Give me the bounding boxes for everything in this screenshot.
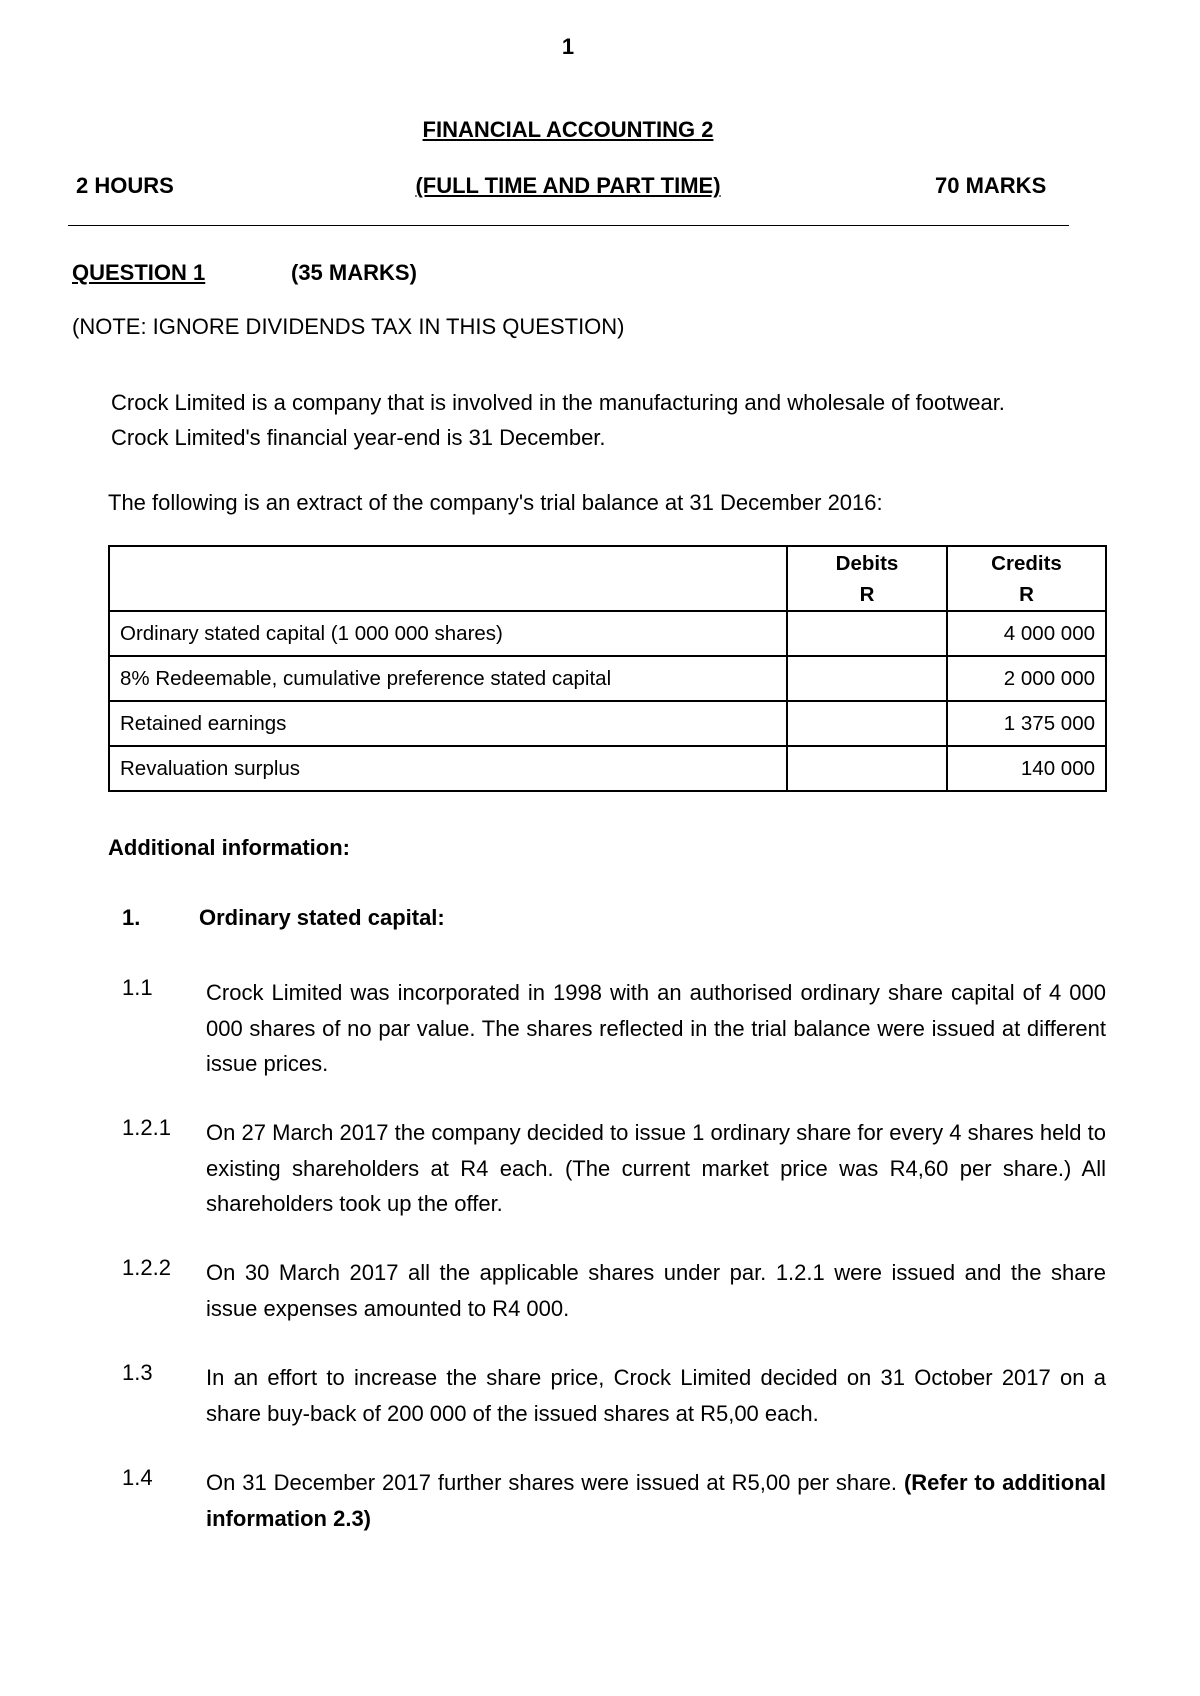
exam-title: FINANCIAL ACCOUNTING 2 bbox=[422, 117, 714, 142]
row-credit: 2 000 000 bbox=[947, 656, 1106, 701]
row-credit: 4 000 000 bbox=[947, 611, 1106, 656]
item-text: On 27 March 2017 the company decided to issue 1 ordinary share for every 4 shares held to existing shareholders at R4 each. (The current market price was R4,60 per share.) All shareholders took up the offer. bbox=[206, 1120, 1106, 1216]
exam-mode: (FULL TIME AND PART TIME) bbox=[415, 173, 721, 198]
item-text-plain: On 31 December 2017 further shares were issued at R5,00 per share. bbox=[206, 1470, 898, 1495]
exam-duration: 2 HOURS bbox=[76, 173, 174, 198]
header-divider bbox=[68, 225, 1069, 226]
question-marks: (35 MARKS) bbox=[291, 260, 417, 285]
item-number: 1.2.2 bbox=[122, 1255, 171, 1280]
item-number: 1.3 bbox=[122, 1360, 153, 1385]
question-title: QUESTION 1 bbox=[72, 260, 206, 285]
row-debit bbox=[787, 746, 947, 791]
table-row bbox=[109, 746, 1106, 791]
row-debit bbox=[787, 701, 947, 746]
debits-header: Debits bbox=[835, 551, 899, 575]
item-text: Crock Limited was incorporated in 1998 with an authorised ordinary share capital of 4 000 000 shares of no par value. The shares reflected in the trial balance were issued at different issue prices. bbox=[206, 980, 1106, 1076]
item-text: In an effort to increase the share price, Crock Limited decided on 31 October 2017 on a share buy-back of 200 000 of the issued shares at R5,00 each. bbox=[206, 1365, 1106, 1426]
row-description: Ordinary stated capital (1 000 000 shares) bbox=[109, 611, 787, 656]
intro-line-2: Crock Limited's financial year-end is 31 December. bbox=[111, 425, 606, 450]
row-description: Revaluation surplus bbox=[109, 746, 787, 791]
row-credit: 140 000 bbox=[947, 746, 1106, 791]
row-description: Retained earnings bbox=[109, 701, 787, 746]
question-intro bbox=[111, 385, 1121, 455]
section-title: Ordinary stated capital: bbox=[199, 905, 445, 930]
item-number: 1.2.1 bbox=[122, 1115, 171, 1140]
item-text-reference: (Refer to additional information 2.3) bbox=[206, 1470, 1106, 1531]
row-description: 8% Redeemable, cumulative preference stated capital bbox=[109, 656, 787, 701]
section-number: 1. bbox=[122, 905, 141, 930]
table-row bbox=[109, 611, 1106, 656]
row-debit bbox=[787, 656, 947, 701]
table-header-row bbox=[109, 546, 1106, 611]
page-number: 1 bbox=[561, 34, 575, 59]
item-number: 1.4 bbox=[122, 1465, 153, 1490]
trial-balance-table bbox=[108, 545, 1107, 792]
item-number: 1.1 bbox=[122, 975, 153, 1000]
item-text: On 30 March 2017 all the applicable shares under par. 1.2.1 were issued and the share issue expenses amounted to R4 000. bbox=[206, 1260, 1106, 1321]
table-row bbox=[109, 701, 1106, 746]
header-credits-cell bbox=[947, 546, 1106, 611]
credits-unit: R bbox=[1019, 582, 1034, 606]
debits-unit: R bbox=[859, 582, 875, 606]
row-credit: 1 375 000 bbox=[947, 701, 1106, 746]
table-lead-text: The following is an extract of the company's trial balance at 31 December 2016: bbox=[108, 490, 883, 515]
table-row bbox=[109, 656, 1106, 701]
row-debit bbox=[787, 611, 947, 656]
exam-total-marks: 70 MARKS bbox=[935, 173, 1047, 198]
intro-line-1: Crock Limited is a company that is involved in the manufacturing and wholesale of footwear. bbox=[111, 390, 1005, 415]
credits-header: Credits bbox=[991, 551, 1062, 575]
additional-info-heading: Additional information: bbox=[108, 835, 350, 860]
item-text bbox=[206, 1465, 1106, 1536]
header-debits-cell bbox=[787, 546, 947, 611]
header-description-cell bbox=[109, 546, 787, 611]
question-note: (NOTE: IGNORE DIVIDENDS TAX IN THIS QUESTION) bbox=[72, 314, 625, 339]
